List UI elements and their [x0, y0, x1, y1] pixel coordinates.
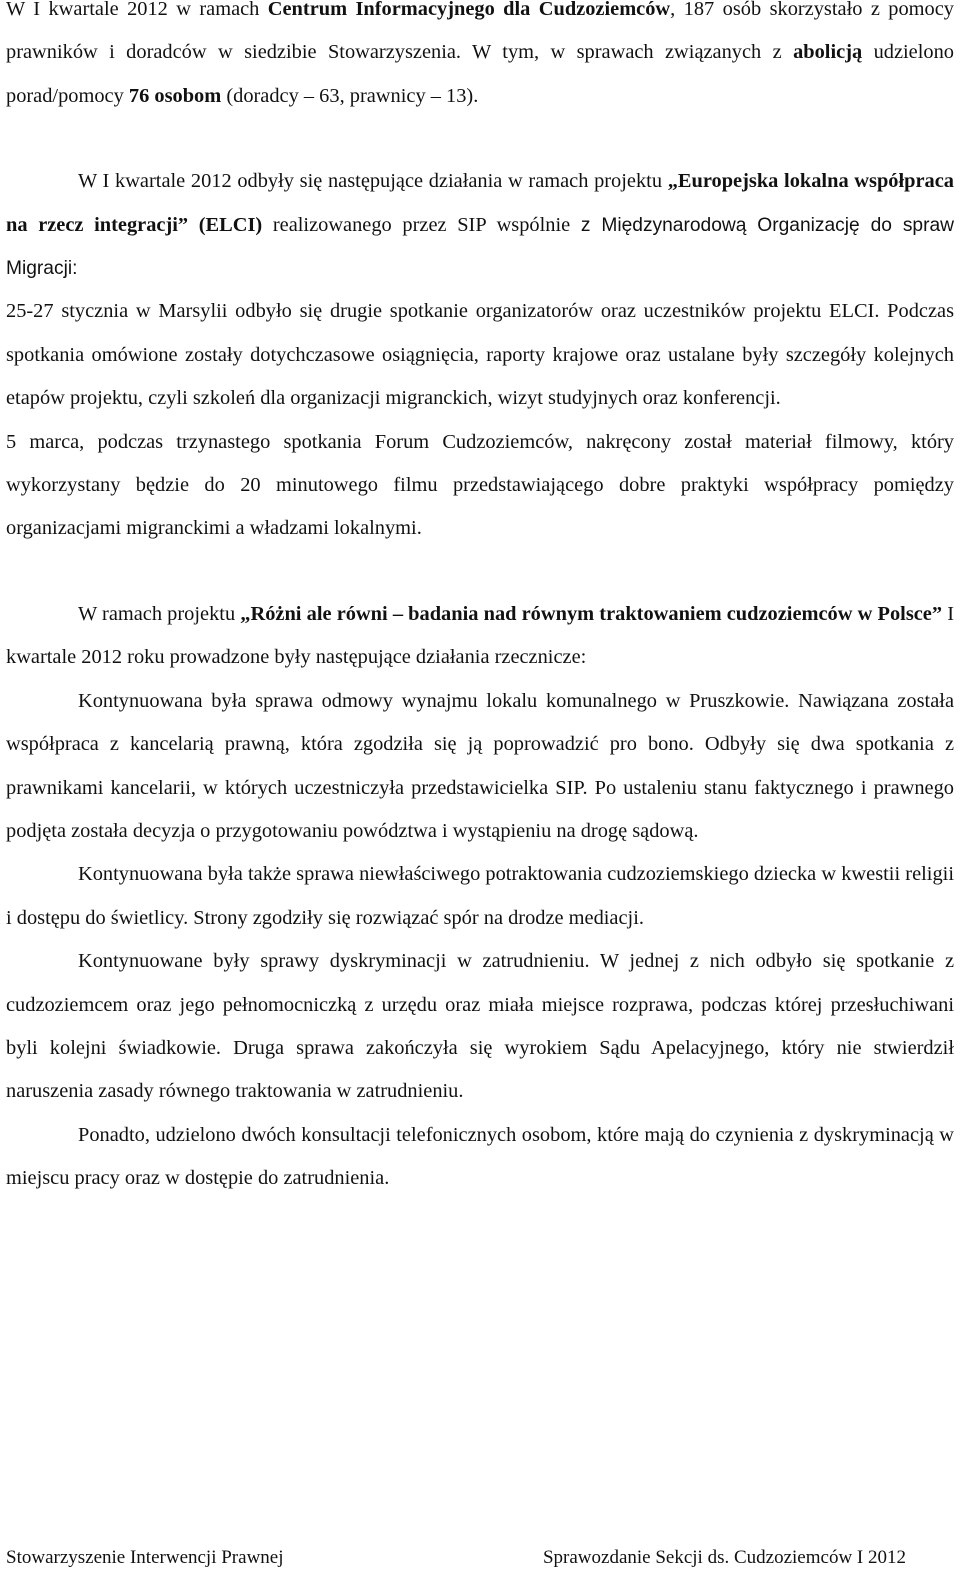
text-run: W I kwartale 2012 odbyły się następujące działania w ramach projektu — [78, 170, 668, 193]
paragraph-pruszkow-case: Kontynuowana była sprawa odmowy wynajmu lokalu komunalnego w Pruszkowie. Nawiązana została współpraca z kancelarią prawną, która zgodziła się ją poprowadzić pro bono. Odbyły się dwa spotkania z prawnikami kancelarii, w których uczestniczyła przedstawicielka SIP. Po ustaleniu stanu faktycznego i prawnego podjęta została decyzja o przygotowaniu powództwa i wystąpieniu na drogę sądową. — [6, 689, 954, 842]
text-run: W I kwartale 2012 w ramach — [6, 0, 268, 20]
text-run: W ramach projektu — [78, 602, 241, 625]
paragraph-forum-film: 5 marca, podczas trzynastego spotkania Forum Cudzoziemców, nakręcony został materiał filmowy, który wykorzystany będzie do 20 minutowego filmu przedstawiającego dobre praktyki współpracy pomiędzy organizacjami migranckimi a władzami lokalnymi. — [6, 430, 954, 540]
document-body — [6, 0, 954, 1201]
paragraph-information-centre — [6, 0, 954, 118]
text-run: I kwartale 2012 roku prowadzone były następujące działania rzecznicze: — [6, 602, 954, 669]
paragraph-employment-cases: Kontynuowane były sprawy dyskryminacji w zatrudnieniu. W jednej z nich odbyło się spotkanie z cudzoziemcem oraz jego pełnomocniczką z urzędu oraz miała miejsce rozprawa, podczas której przesłuchiwani byli kolejni świadkowie. Druga sprawa zakończyła się wyrokiem Sądu Apelacyjnego, który nie stwierdził naruszenia zasady równego traktowania w zatrudnieniu. — [6, 950, 954, 1103]
paragraph-phone-consultations: Ponadto, udzielono dwóch konsultacji telefonicznych osobom, które mają do czynienia z dyskryminacją w miejscu pracy oraz w dostępie do zatrudnienia. — [6, 1123, 954, 1190]
footer-organization: Stowarzyszenie Interwencji Prawnej — [6, 1547, 284, 1568]
paragraph-elci-intro — [6, 160, 954, 290]
bold-text-project-name: „Różni ale równi – badania nad równym traktowaniem cudzoziemców w Polsce” — [240, 602, 943, 625]
paragraph-child-case: Kontynuowana była także sprawa niewłaściwego potraktowania cudzoziemskiego dziecka w kwestii religii i dostępu do świetlicy. Strony zgodziły się rozwiązać spór na drodze mediacji. — [6, 863, 954, 929]
footer-report-title: Sprawozdanie Sekcji ds. Cudzoziemców I 2012 — [542, 1547, 906, 1568]
bold-text-centre-name: Centrum Informacyjnego dla Cudzoziemców — [267, 0, 671, 20]
text-run: realizowanego przez SIP wspólnie — [262, 213, 581, 236]
paragraph-marseille-meeting: 25-27 stycznia w Marsylii odbyło się drugie spotkanie organizatorów oraz uczestników projektu ELCI. Podczas spotkania omówione zostały dotychczasowe osiągnięcia, raporty krajowe oraz ustalane były szczegóły kolejnych etapów projektu, czyli szkoleń dla organizacji migranckich, wizyt studyjnych oraz konferencji. — [6, 300, 954, 410]
text-run: , 187 osób skorzystało z pomocy prawników i doradców w siedzibie Stowarzyszenia. W tym, w sprawach związanych z — [6, 0, 954, 64]
text-run-sans: z Międzynarodową Organizację do spraw Migracji: — [6, 214, 954, 280]
bold-text-count: 76 osobom — [128, 84, 222, 107]
text-run: udzielono porad/pomocy — [6, 41, 954, 107]
bold-text-project-name: „Europejska lokalna współpraca na rzecz integracji” (ELCI) — [6, 170, 955, 236]
paragraph-rozni-ale-rowni — [6, 593, 954, 680]
page-footer — [6, 1544, 954, 1572]
bold-text-abolition: abolicją — [793, 41, 863, 64]
text-run: (doradcy – 63, prawnicy – 13). — [221, 84, 479, 107]
